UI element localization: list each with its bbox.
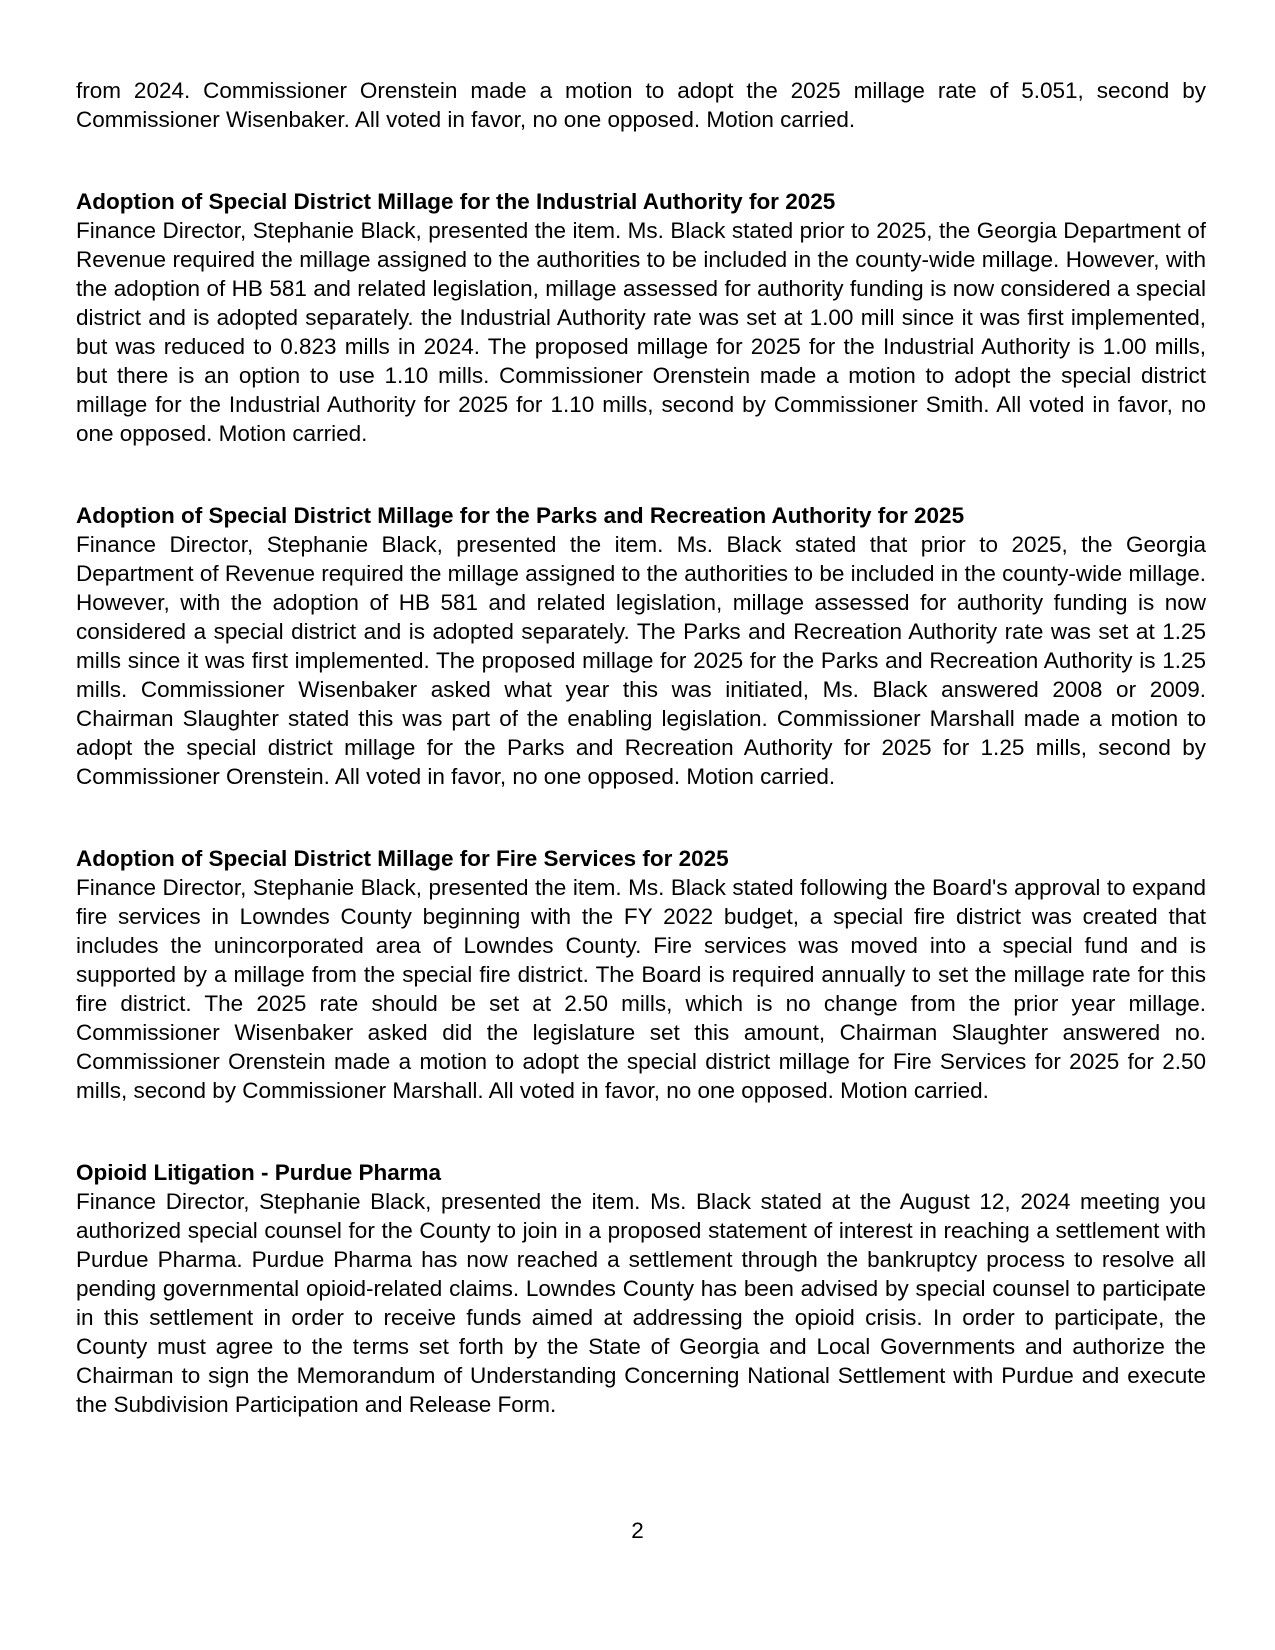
- document-body: [76, 76, 1206, 1419]
- section-body-opioid-litigation: Finance Director, Stephanie Black, presented the item. Ms. Black stated at the August 12, 2024 meeting you authorized special counsel for the County to join in a proposed statement of interest in reaching a settlement with Purdue Pharma. Purdue Pharma has now reached a settlement through the bankruptcy process to resolve all pending governmental opioid-related claims. Lowndes County has been advised by special counsel to participate in this settlement in order to receive funds aimed at addressing the opioid crisis. In order to participate, the County must agree to the terms set forth by the State of Georgia and Local Governments and authorize the Chairman to sign the Memorandum of Understanding Concerning National Settlement with Purdue and execute the Subdivision Participation and Release Form.: [76, 1189, 1206, 1417]
- section-heading-parks-recreation-millage: Adoption of Special District Millage for the Parks and Recreation Authority for 2025: [76, 503, 965, 528]
- section-heading-fire-services-millage: Adoption of Special District Millage for Fire Services for 2025: [76, 846, 729, 871]
- section-heading-industrial-authority-millage: Adoption of Special District Millage for the Industrial Authority for 2025: [76, 189, 836, 214]
- section-body-industrial-authority-millage: Finance Director, Stephanie Black, presented the item. Ms. Black stated prior to 2025, the Georgia Department of Revenue required the millage assigned to the authorities to be included in the county-wide millage. However, with the adoption of HB 581 and related legislation, millage assessed for authority funding is now considered a special district and is adopted separately. the Industrial Authority rate was set at 1.00 mill since it was first implemented, but was reduced to 0.823 mills in 2024. The proposed millage for 2025 for the Industrial Authority is 1.00 mills, but there is an option to use 1.10 mills. Commissioner Orenstein made a motion to adopt the special district millage for the Industrial Authority for 2025 for 1.10 mills, second by Commissioner Smith. All voted in favor, no one opposed. Motion carried.: [76, 218, 1206, 446]
- carryover-paragraph: from 2024. Commissioner Orenstein made a motion to adopt the 2025 millage rate of 5.051, second by Commissioner Wisenbaker. All voted in favor, no one opposed. Motion carried.: [76, 78, 1206, 132]
- page-number: 2: [631, 1518, 644, 1543]
- section-heading-opioid-litigation: Opioid Litigation - Purdue Pharma: [76, 1160, 442, 1185]
- section-body-fire-services-millage: Finance Director, Stephanie Black, presented the item. Ms. Black stated following the Board's approval to expand fire services in Lowndes County beginning with the FY 2022 budget, a special fire district was created that includes the unincorporated area of Lowndes County. Fire services was moved into a special fund and is supported by a millage from the special fire district. The Board is required annually to set the millage rate for this fire district. The 2025 rate should be set at 2.50 mills, which is no change from the prior year millage. Commissioner Wisenbaker asked did the legislature set this amount, Chairman Slaughter answered no. Commissioner Orenstein made a motion to adopt the special district millage for Fire Services for 2025 for 2.50 mills, second by Commissioner Marshall. All voted in favor, no one opposed. Motion carried.: [76, 875, 1206, 1103]
- section-body-parks-recreation-millage: Finance Director, Stephanie Black, presented the item. Ms. Black stated that prior to 2025, the Georgia Department of Revenue required the millage assigned to the authorities to be included in the county-wide millage. However, with the adoption of HB 581 and related legislation, millage assessed for authority funding is now considered a special district and is adopted separately. The Parks and Recreation Authority rate was set at 1.25 mills since it was first implemented. The proposed millage for 2025 for the Parks and Recreation Authority is 1.25 mills. Commissioner Wisenbaker asked what year this was initiated, Ms. Black answered 2008 or 2009. Chairman Slaughter stated this was part of the enabling legislation. Commissioner Marshall made a motion to adopt the special district millage for the Parks and Recreation Authority for 2025 for 1.25 mills, second by Commissioner Orenstein. All voted in favor, no one opposed. Motion carried.: [76, 532, 1206, 789]
